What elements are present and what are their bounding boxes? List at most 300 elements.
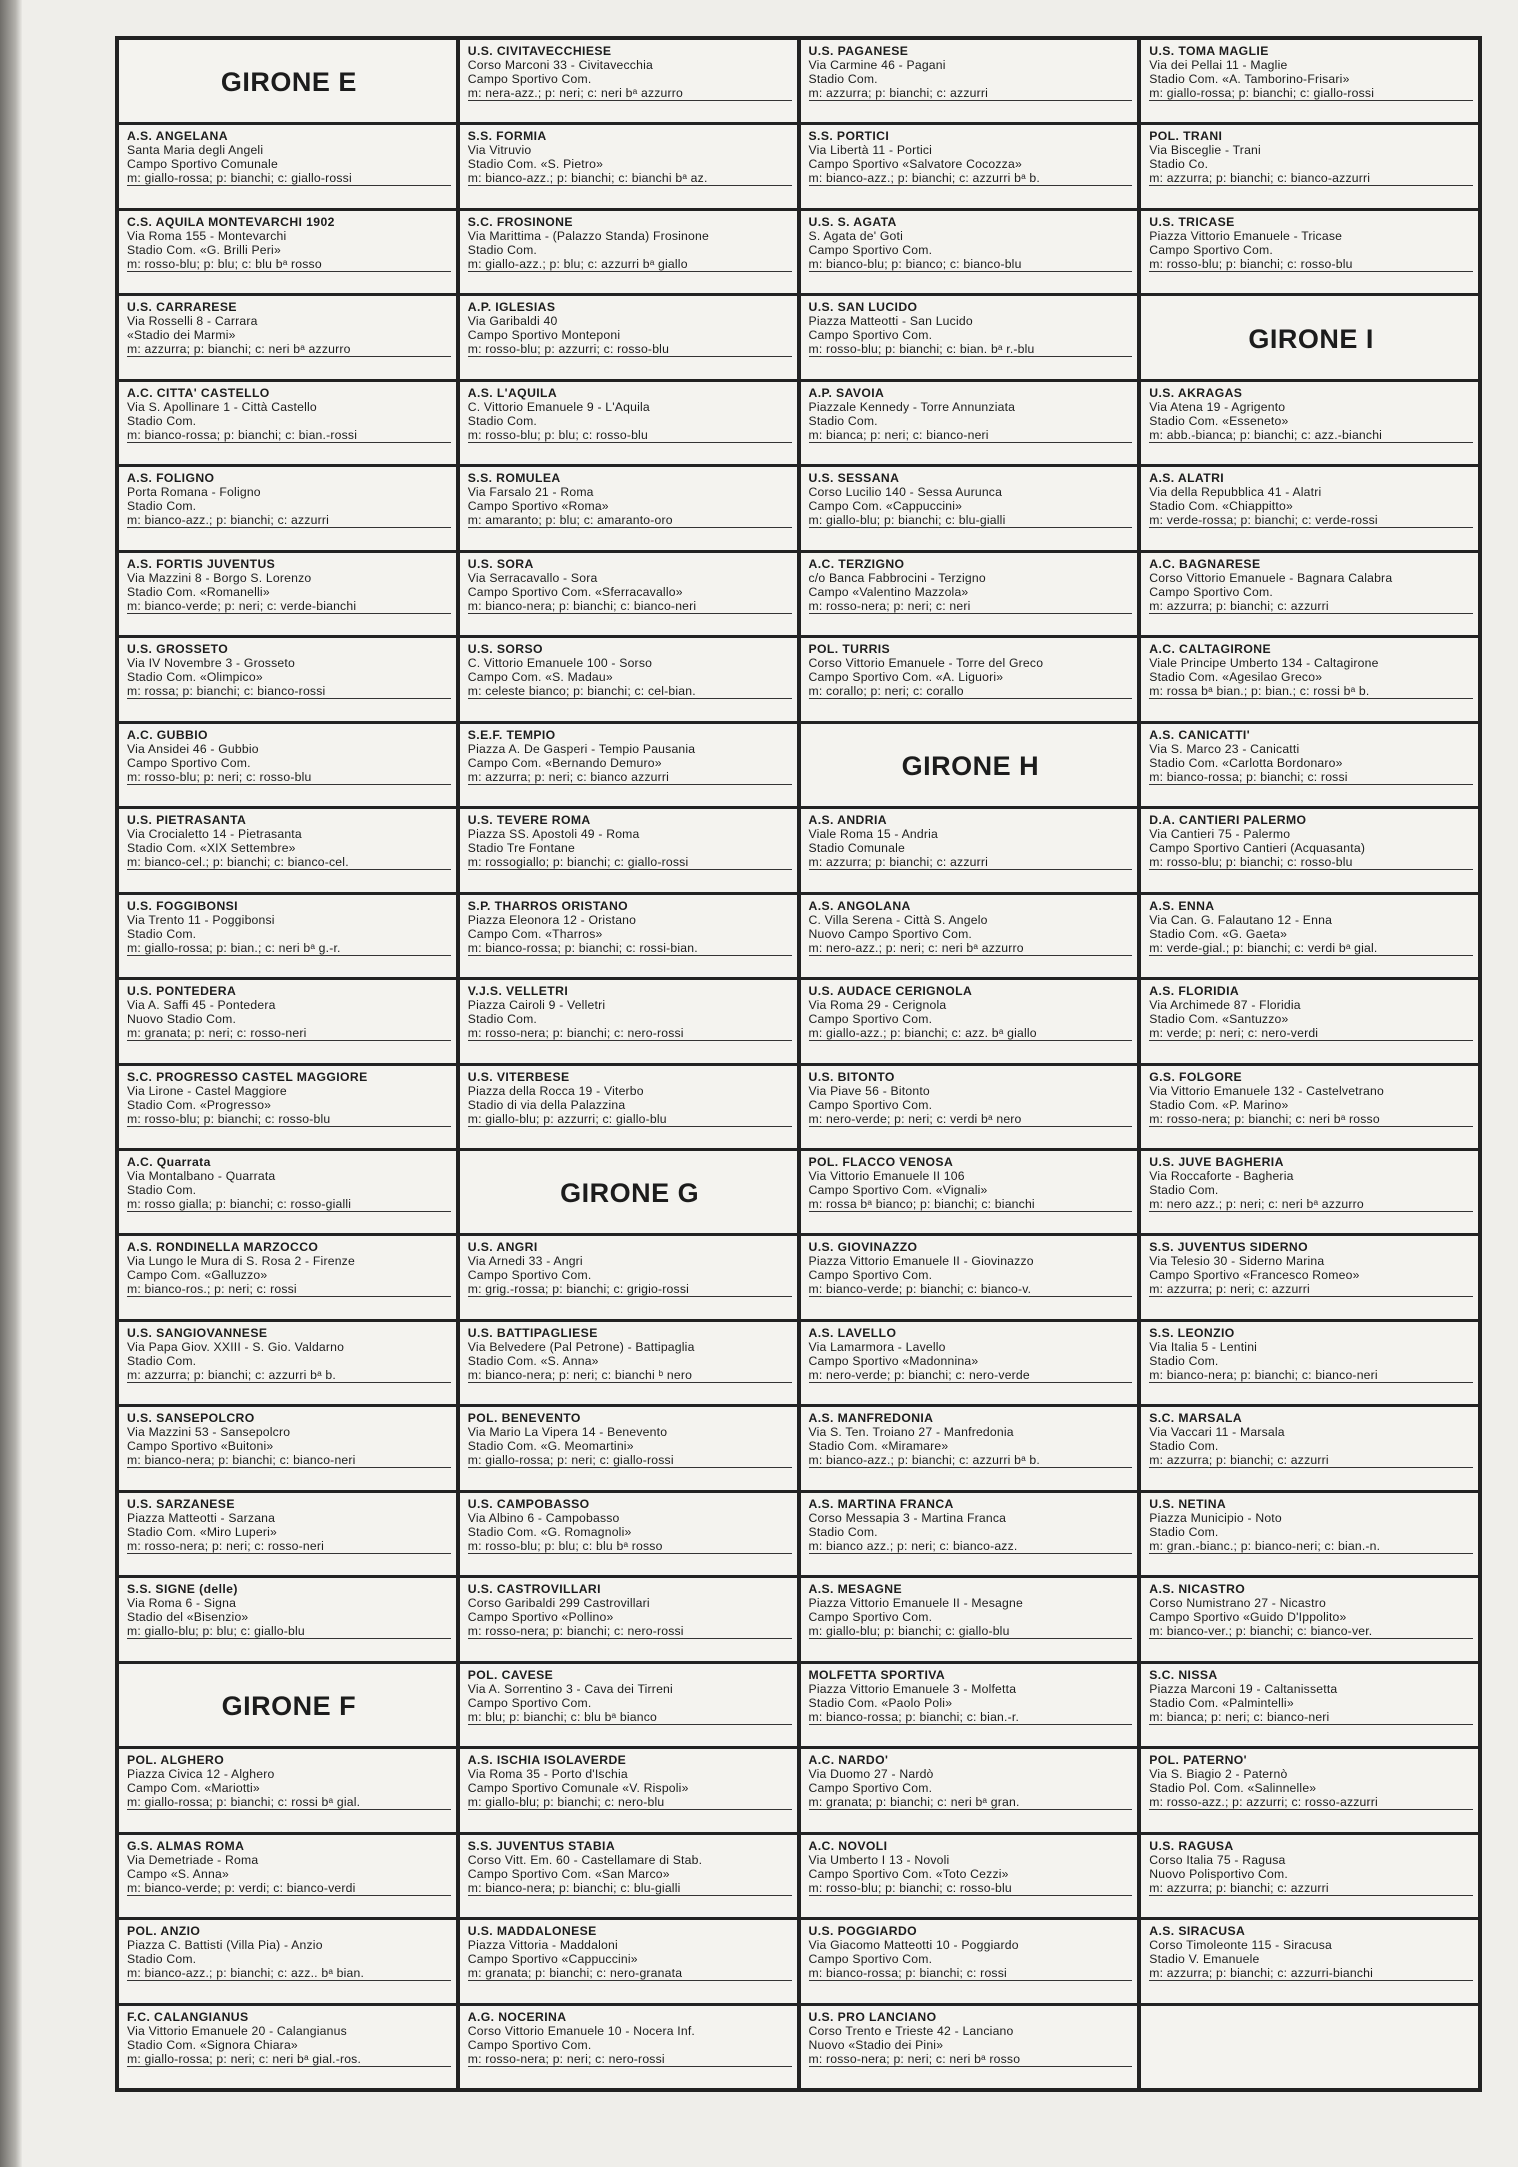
team-colors: m: giallo-blu; p: blu; c: giallo-blu bbox=[127, 1624, 451, 1639]
team-entry bbox=[801, 1066, 1138, 1148]
team-entry bbox=[1141, 1407, 1478, 1489]
team-entry bbox=[119, 296, 456, 378]
team-venue: Stadio Com. bbox=[127, 926, 197, 941]
team-address: Via Ansidei 46 - Gubbio bbox=[127, 741, 259, 756]
team-entry bbox=[1141, 1322, 1478, 1404]
team-address: Corso Vitt. Em. 60 - Castellamare di Stab. bbox=[467, 1852, 703, 1867]
team-colors: m: azzurra; p: bianchi; c: neri bᵃ azzurro bbox=[127, 342, 451, 357]
team-venue: Campo Sportivo Com. bbox=[808, 1097, 933, 1112]
team-entry bbox=[460, 1664, 797, 1746]
team-entry bbox=[460, 125, 797, 207]
team-address: Piazza Vittorio Emanuele - Tricase bbox=[1149, 228, 1343, 243]
team-colors: m: giallo-rossa; p: bianchi; c: giallo-rossi bbox=[1149, 86, 1473, 101]
team-venue: Stadio Com. «Chiappitto» bbox=[1149, 499, 1293, 514]
team-address: c/o Banca Fabbrocini - Terzigno bbox=[808, 570, 986, 585]
team-address: Corso Italia 75 - Ragusa bbox=[1149, 1852, 1286, 1867]
team-address: Corso Garibaldi 299 Castrovillari bbox=[467, 1596, 650, 1611]
team-entry bbox=[1141, 1066, 1478, 1148]
team-address: Via Papa Giov. XXIII - S. Gio. Valdarno bbox=[127, 1339, 345, 1354]
team-colors: m: celeste bianco; p: bianchi; c: cel-bian. bbox=[468, 684, 792, 699]
team-venue: Stadio Com. bbox=[1149, 1439, 1219, 1454]
team-name: A.S. ANGELANA bbox=[127, 129, 228, 144]
team-name: A.S. MESAGNE bbox=[808, 1582, 903, 1597]
team-colors: m: bianco-azz.; p: bianchi; c: azz.. bᵃ bian. bbox=[127, 1966, 451, 1981]
team-colors: m: bianco-rossa; p: bianchi; c: rossi bbox=[1149, 770, 1473, 785]
team-colors: m: bianco-azz.; p: bianchi; c: bianchi bᵃ az. bbox=[468, 171, 792, 186]
team-venue: Campo Sportivo «Francesco Romeo» bbox=[1149, 1268, 1360, 1283]
team-entry bbox=[460, 1493, 797, 1575]
team-colors: m: granata; p: bianchi; c: nero-granata bbox=[468, 1966, 792, 1981]
team-venue: Campo Sportivo Monteponi bbox=[467, 328, 621, 343]
team-address: Corso Lucilio 140 - Sessa Aurunca bbox=[808, 485, 1003, 500]
team-name: U.S. TOMA MAGLIE bbox=[1149, 44, 1269, 58]
team-entry bbox=[1141, 1664, 1478, 1746]
team-venue: Stadio Com. bbox=[127, 1182, 197, 1197]
team-colors: m: rosso-blu; p: blu; c: rosso-blu bbox=[468, 428, 792, 443]
team-venue: Stadio Com. «G. Gaeta» bbox=[1149, 926, 1288, 941]
team-address: Via Italia 5 - Lentini bbox=[1149, 1339, 1258, 1354]
team-address: Piazza A. De Gasperi - Tempio Pausania bbox=[467, 741, 696, 756]
team-name: F.C. CALANGIANUS bbox=[127, 2009, 249, 2024]
team-name: U.S. S. AGATA bbox=[808, 214, 897, 229]
team-entry bbox=[801, 1236, 1138, 1318]
team-address: Via S. Apollinare 1 - Città Castello bbox=[127, 399, 317, 414]
team-venue: Stadio Com. «Olimpico» bbox=[127, 670, 263, 685]
team-colors: m: rosso-nera; p: neri; c: rosso-neri bbox=[127, 1539, 451, 1554]
team-entry bbox=[460, 1066, 797, 1148]
team-entry bbox=[460, 1749, 797, 1831]
team-colors: m: rosso-nera; p: bianchi; c: neri bᵃ rosso bbox=[1149, 1112, 1473, 1127]
team-name: S.C. NISSA bbox=[1149, 1667, 1218, 1682]
team-venue: Campo Sportivo Com. bbox=[1149, 584, 1273, 599]
team-address: Piazza Vittorio Emanuele II - Mesagne bbox=[808, 1596, 1023, 1611]
team-colors: m: azzurra; p: bianchi; c: bianco-azzurri bbox=[1149, 171, 1473, 186]
team-name: S.S. JUVENTUS STABIA bbox=[467, 1838, 616, 1853]
team-address: C. Villa Serena - Città S. Angelo bbox=[808, 912, 988, 927]
team-address: Corso Marconi 33 - Civitavecchia bbox=[467, 58, 653, 72]
team-entry bbox=[1141, 1920, 1478, 2002]
team-name: U.S. VITERBESE bbox=[467, 1069, 570, 1084]
team-address: Via Telesio 30 - Siderno Marina bbox=[1149, 1254, 1325, 1269]
team-venue: Stadio Com. «Santuzzo» bbox=[1149, 1012, 1289, 1027]
team-name: A.S. MARTINA FRANCA bbox=[808, 1496, 954, 1511]
team-address: Via Lirone - Castel Maggiore bbox=[127, 1083, 287, 1098]
team-address: Piazza Vittorio Emanuele 3 - Molfetta bbox=[808, 1681, 1017, 1696]
team-address: Via A. Saffi 45 - Pontedera bbox=[127, 998, 276, 1013]
team-address: Piazza Municipio - Noto bbox=[1149, 1510, 1282, 1525]
team-address: Piazza Vittoria - Maddaloni bbox=[467, 1938, 618, 1953]
team-venue: Nuovo «Stadio dei Pini» bbox=[808, 2037, 944, 2052]
team-entry bbox=[1141, 638, 1478, 720]
team-venue: Campo Sportivo Com. bbox=[1149, 242, 1273, 257]
team-entry bbox=[1141, 980, 1478, 1062]
team-venue: Stadio Com. bbox=[1149, 1524, 1219, 1539]
team-address: Corso Trento e Trieste 42 - Lanciano bbox=[808, 2023, 1014, 2038]
team-name: U.S. SESSANA bbox=[808, 471, 900, 486]
team-address: Via Demetriade - Roma bbox=[127, 1852, 259, 1867]
team-name: V.J.S. VELLETRI bbox=[467, 984, 569, 999]
team-name: U.S. SANSEPOLCRO bbox=[127, 1411, 255, 1426]
team-entry bbox=[119, 1066, 456, 1148]
team-address: C. Vittorio Emanuele 9 - L'Aquila bbox=[467, 399, 650, 414]
team-venue: «Stadio dei Marmi» bbox=[127, 328, 236, 343]
team-name: U.S. PIETRASANTA bbox=[127, 813, 247, 828]
team-directory-grid bbox=[115, 36, 1482, 2092]
team-entry bbox=[801, 638, 1138, 720]
team-venue: Campo Sportivo Com. bbox=[467, 72, 592, 86]
team-name: S.S. FORMIA bbox=[467, 129, 547, 144]
team-entry bbox=[119, 1493, 456, 1575]
team-colors: m: verde-gial.; p: bianchi; c: verdi bᵃ gial. bbox=[1149, 941, 1473, 956]
team-address: Via Duomo 27 - Nardò bbox=[808, 1767, 934, 1782]
team-name: A.C. TERZIGNO bbox=[808, 556, 905, 571]
column-2 bbox=[460, 40, 797, 2088]
team-venue: Stadio Com. «Esseneto» bbox=[1149, 413, 1289, 428]
team-name: U.S. CIVITAVECCHIESE bbox=[467, 44, 612, 58]
team-entry bbox=[1141, 382, 1478, 464]
team-name: A.S. L'AQUILA bbox=[467, 385, 558, 400]
team-entry bbox=[801, 1664, 1138, 1746]
team-colors: m: rosso-blu; p: neri; c: rosso-blu bbox=[127, 770, 451, 785]
team-name: C.S. AQUILA MONTEVARCHI 1902 bbox=[127, 214, 335, 229]
team-name: G.S. ALMAS ROMA bbox=[127, 1838, 245, 1853]
team-entry bbox=[119, 895, 456, 977]
team-venue: Nuovo Polisportivo Com. bbox=[1149, 1866, 1288, 1881]
team-address: Via dei Pellai 11 - Maglie bbox=[1149, 58, 1288, 72]
team-name: S.S. LEONZIO bbox=[1149, 1325, 1235, 1340]
team-name: U.S. CASTROVILLARI bbox=[467, 1582, 601, 1597]
team-entry bbox=[801, 296, 1138, 378]
team-name: A.S. FORTIS JUVENTUS bbox=[127, 556, 276, 571]
team-name: U.S. SAN LUCIDO bbox=[808, 300, 918, 315]
team-colors: m: nero-azz.; p: neri; c: neri bᵃ azzurro bbox=[809, 941, 1133, 956]
team-entry bbox=[460, 2006, 797, 2088]
team-entry bbox=[119, 809, 456, 891]
team-name: U.S. AUDACE CERIGNOLA bbox=[808, 984, 973, 999]
team-address: Corso Vittorio Emanuele - Torre del Greco bbox=[808, 656, 1044, 671]
team-address: Via Can. G. Falautano 12 - Enna bbox=[1149, 912, 1333, 927]
team-address: Via della Repubblica 41 - Alatri bbox=[1149, 485, 1322, 500]
team-address: Via Bisceglie - Trani bbox=[1149, 143, 1261, 158]
team-address: Via S. Biagio 2 - Paternò bbox=[1149, 1767, 1288, 1782]
team-colors: m: giallo-rossa; p: neri; c: neri bᵃ gial.-ros. bbox=[127, 2052, 451, 2067]
team-address: Via Farsalo 21 - Roma bbox=[467, 485, 594, 500]
team-venue: Stadio Com. bbox=[127, 499, 197, 514]
team-colors: m: bianco-rossa; p: bianchi; c: rossi bbox=[809, 1966, 1133, 1981]
team-colors: m: azzurra; p: neri; c: bianco azzurri bbox=[468, 770, 792, 785]
team-name: S.C. MARSALA bbox=[1149, 1411, 1243, 1426]
team-colors: m: rosso-nera; p: neri; c: nero-rossi bbox=[468, 2052, 792, 2067]
team-venue: Campo Sportivo «Salvatore Cocozza» bbox=[808, 157, 1022, 172]
team-venue: Campo Sportivo Com. bbox=[808, 1952, 933, 1967]
team-name: U.S. CARRARESE bbox=[127, 300, 237, 315]
team-entry bbox=[460, 724, 797, 806]
team-address: Via IV Novembre 3 - Grosseto bbox=[127, 656, 295, 671]
team-name: U.S. GROSSETO bbox=[127, 642, 229, 657]
team-entry bbox=[119, 1749, 456, 1831]
team-entry bbox=[1141, 467, 1478, 549]
team-name: U.S. PRO LANCIANO bbox=[808, 2009, 937, 2024]
team-colors: m: bianco-azz.; p: bianchi; c: azzurri bᵃ b. bbox=[809, 1453, 1133, 1468]
team-entry bbox=[1141, 809, 1478, 891]
team-name: G.S. FOLGORE bbox=[1149, 1069, 1243, 1084]
team-name: A.G. NOCERINA bbox=[467, 2009, 567, 2024]
team-venue: Stadio Tre Fontane bbox=[467, 841, 576, 856]
team-address: Via S. Marco 23 - Canicatti bbox=[1149, 741, 1300, 756]
team-colors: m: rosso-azz.; p: azzurri; c: rosso-azzurri bbox=[1149, 1795, 1473, 1810]
team-entry bbox=[119, 382, 456, 464]
team-venue: Stadio Com. «Progresso» bbox=[127, 1097, 272, 1112]
team-entry bbox=[1141, 40, 1478, 122]
team-name: S.C. FROSINONE bbox=[467, 214, 573, 229]
team-colors: m: rosso-blu; p: azzurri; c: rosso-blu bbox=[468, 342, 792, 357]
team-colors: m: bianco-azz.; p: bianchi; c: azzurri bbox=[127, 513, 451, 528]
team-name: S.S. SIGNE (delle) bbox=[127, 1582, 238, 1597]
team-entry bbox=[460, 1322, 797, 1404]
team-entry bbox=[460, 467, 797, 549]
team-colors: m: rosso-nera; p: bianchi; c: nero-rossi bbox=[468, 1624, 792, 1639]
team-venue: Campo «Valentino Mazzola» bbox=[808, 584, 969, 599]
team-venue: Stadio Com. «S. Pietro» bbox=[467, 157, 604, 172]
team-address: Piazza Civica 12 - Alghero bbox=[127, 1767, 275, 1782]
team-name: U.S. NETINA bbox=[1149, 1496, 1227, 1511]
team-colors: m: rosso-blu; p: blu; c: blu bᵃ rosso bbox=[127, 257, 451, 272]
team-colors: m: nero-verde; p: neri; c: verdi bᵃ nero bbox=[809, 1112, 1133, 1127]
team-entry bbox=[801, 1749, 1138, 1831]
team-venue: Campo Sportivo «Buitoni» bbox=[127, 1439, 274, 1454]
team-name: A.S. ANGOLANA bbox=[808, 898, 911, 913]
team-venue: Stadio Com. «Miramare» bbox=[808, 1439, 949, 1454]
team-venue: Campo Com. «Cappuccini» bbox=[808, 499, 963, 514]
team-address: Corso Numistrano 27 - Nicastro bbox=[1149, 1596, 1326, 1611]
team-name: A.S. ALATRI bbox=[1149, 471, 1225, 486]
team-venue: Stadio Com. bbox=[467, 413, 538, 428]
team-colors: m: rosso-blu; p: bianchi; c: bian. bᵃ r.-blu bbox=[809, 342, 1133, 357]
team-colors: m: giallo-blu; p: bianchi; c: nero-blu bbox=[468, 1795, 792, 1810]
team-venue: Campo Com. «Mariotti» bbox=[127, 1781, 260, 1796]
team-entry bbox=[801, 1578, 1138, 1660]
team-venue: Campo Sportivo «Guido D'Ippolito» bbox=[1149, 1610, 1347, 1625]
team-colors: m: rosso-blu; p: bianchi; c: rosso-blu bbox=[127, 1112, 451, 1127]
team-name: S.E.F. TEMPIO bbox=[467, 727, 556, 742]
team-name: A.S. MANFREDONIA bbox=[808, 1411, 934, 1426]
team-address: Corso Timoleonte 115 - Siracusa bbox=[1149, 1938, 1333, 1953]
team-address: Piazza Vittorio Emanuele II - Giovinazzo bbox=[808, 1254, 1034, 1269]
team-address: Via Archimede 87 - Floridia bbox=[1149, 998, 1301, 1013]
team-venue: Stadio Com. «G. Romagnoli» bbox=[467, 1524, 632, 1539]
team-name: A.S. ENNA bbox=[1149, 898, 1215, 913]
team-colors: m: bianco-blu; p: bianco; c: bianco-blu bbox=[809, 257, 1133, 272]
team-entry bbox=[119, 638, 456, 720]
team-name: A.C. CITTA' CASTELLO bbox=[127, 385, 270, 400]
team-entry bbox=[119, 2006, 456, 2088]
team-venue: Campo Sportivo Comunale bbox=[127, 157, 278, 172]
team-entry bbox=[460, 809, 797, 891]
team-colors: m: rosso-blu; p: blu; c: blu bᵃ rosso bbox=[468, 1539, 792, 1554]
team-entry bbox=[801, 1407, 1138, 1489]
team-colors: m: rosso-blu; p: bianchi; c: rosso-blu bbox=[1149, 855, 1473, 870]
team-name: U.S. POGGIARDO bbox=[808, 1924, 918, 1939]
team-entry bbox=[801, 382, 1138, 464]
team-colors: m: rosso-blu; p: bianchi; c: rosso-blu bbox=[1149, 257, 1473, 272]
team-name: S.S. PORTICI bbox=[808, 129, 890, 144]
team-venue: Stadio Com. «S. Anna» bbox=[467, 1353, 599, 1368]
team-colors: m: rossa bᵃ bian.; p: bian.; c: rossi bᵃ b. bbox=[1149, 684, 1473, 699]
team-name: A.S. ISCHIA ISOLAVERDE bbox=[467, 1753, 627, 1768]
team-entry bbox=[801, 980, 1138, 1062]
team-address: Piazza C. Battisti (Villa Pia) - Anzio bbox=[127, 1938, 323, 1953]
team-colors: m: giallo-blu; p: azzurri; c: giallo-blu bbox=[468, 1112, 792, 1127]
team-name: U.S. SANGIOVANNESE bbox=[127, 1325, 268, 1340]
team-colors: m: granata; p: bianchi; c: neri bᵃ gran. bbox=[809, 1795, 1133, 1810]
team-entry bbox=[1141, 553, 1478, 635]
column-4 bbox=[1141, 40, 1478, 2088]
team-entry bbox=[119, 1407, 456, 1489]
team-address: Via Mazzini 8 - Borgo S. Lorenzo bbox=[127, 570, 312, 585]
team-colors: m: giallo-azz.; p: bianchi; c: azz. bᵃ giallo bbox=[809, 1026, 1133, 1041]
team-colors: m: azzurra; p: bianchi; c: azzurri bᵃ b. bbox=[127, 1368, 451, 1383]
team-entry bbox=[119, 1578, 456, 1660]
team-name: U.S. SORSO bbox=[467, 642, 543, 657]
team-venue: Campo Sportivo «Cappuccini» bbox=[467, 1952, 638, 1967]
team-colors: m: rossogiallo; p: bianchi; c: giallo-rossi bbox=[468, 855, 792, 870]
team-colors: m: bianco-rossa; p: bianchi; c: rossi-bian. bbox=[468, 941, 792, 956]
team-entry bbox=[119, 1920, 456, 2002]
team-colors: m: rosso-nera; p: neri; c: neri bbox=[809, 599, 1133, 614]
team-address: Via Vitruvio bbox=[467, 143, 532, 158]
team-venue: Stadio Com. «XIX Settembre» bbox=[127, 841, 296, 856]
team-name: U.S. FOGGIBONSI bbox=[127, 898, 238, 913]
team-entry bbox=[801, 1493, 1138, 1575]
team-venue: Stadio Comunale bbox=[808, 841, 905, 856]
team-colors: m: bianco-verde; p: neri; c: verde-bianchi bbox=[127, 599, 451, 614]
team-venue: Stadio Com. «Palmintelli» bbox=[1149, 1695, 1294, 1710]
team-colors: m: bianco-nera; p: neri; c: bianchi ᵇ nero bbox=[468, 1368, 792, 1383]
team-venue: Stadio Com. «Paolo Poli» bbox=[808, 1695, 953, 1710]
team-colors: m: bianco-azz.; p: bianchi; c: azzurri bᵃ b. bbox=[809, 171, 1133, 186]
team-name: U.S. JUVE BAGHERIA bbox=[1149, 1154, 1284, 1169]
team-address: Viale Principe Umberto 134 - Caltagirone bbox=[1149, 656, 1379, 671]
team-venue: Stadio Com. bbox=[127, 1952, 197, 1967]
team-venue: Campo Sportivo Com. «Toto Cezzi» bbox=[808, 1866, 1009, 1881]
team-venue: Campo Sportivo «Pollino» bbox=[467, 1610, 614, 1625]
team-name: POL. TURRIS bbox=[808, 642, 891, 657]
team-colors: m: bianco-nera; p: bianchi; c: bianco-neri bbox=[468, 599, 792, 614]
team-name: A.S. LAVELLO bbox=[808, 1325, 897, 1340]
team-venue: Stadio Com. bbox=[808, 72, 878, 86]
team-colors: m: rossa bᵃ bianco; p: bianchi; c: bianchi bbox=[809, 1197, 1133, 1212]
team-colors: m: giallo-rossa; p: neri; c: giallo-rossi bbox=[468, 1453, 792, 1468]
team-colors: m: azzurra; p: bianchi; c: azzurri bbox=[1149, 599, 1473, 614]
team-venue: Nuovo Stadio Com. bbox=[127, 1012, 237, 1027]
team-name: A.P. IGLESIAS bbox=[467, 300, 556, 315]
team-entry bbox=[1141, 1236, 1478, 1318]
team-address: Piazza Matteotti - San Lucido bbox=[808, 314, 973, 329]
team-name: S.S. ROMULEA bbox=[467, 471, 561, 486]
team-entry bbox=[460, 1920, 797, 2002]
team-venue: Stadio Com. bbox=[1149, 1353, 1219, 1368]
team-venue: Stadio Com. bbox=[127, 1353, 197, 1368]
team-entry bbox=[801, 553, 1138, 635]
team-venue: Stadio Com. «Romanelli» bbox=[127, 584, 270, 599]
team-venue: Campo Sportivo «Madonnina» bbox=[808, 1353, 979, 1368]
team-entry bbox=[460, 638, 797, 720]
team-entry bbox=[460, 211, 797, 293]
team-name: U.S. CAMPOBASSO bbox=[467, 1496, 590, 1511]
team-entry bbox=[460, 296, 797, 378]
team-name: A.S. CANICATTI' bbox=[1149, 727, 1250, 742]
team-colors: m: granata; p: neri; c: rosso-neri bbox=[127, 1026, 451, 1041]
team-address: Piazza Matteotti - Sarzana bbox=[127, 1510, 276, 1525]
team-colors: m: bianco-verde; p: bianchi; c: bianco-v. bbox=[809, 1282, 1133, 1297]
team-venue: Campo Sportivo Com. bbox=[808, 242, 933, 257]
team-address: Corso Vittorio Emanuele 10 - Nocera Inf. bbox=[467, 2023, 696, 2038]
team-venue: Campo «S. Anna» bbox=[127, 1866, 229, 1881]
team-entry bbox=[460, 980, 797, 1062]
column-1 bbox=[119, 40, 456, 2088]
team-colors: m: rossa; p: bianchi; c: bianco-rossi bbox=[127, 684, 451, 699]
team-colors: m: nero azz.; p: neri; c: neri bᵃ azzurro bbox=[1149, 1197, 1473, 1212]
team-venue: Campo Sportivo Com. bbox=[808, 1781, 933, 1796]
team-entry bbox=[460, 1578, 797, 1660]
team-entry bbox=[1141, 125, 1478, 207]
team-colors: m: bianco-verde; p: verdi; c: bianco-verdi bbox=[127, 1881, 451, 1896]
team-venue: Campo Sportivo Com. «San Marco» bbox=[467, 1866, 670, 1881]
team-address: Via Giacomo Matteotti 10 - Poggiardo bbox=[808, 1938, 1019, 1953]
team-address: Via Roma 6 - Signa bbox=[127, 1596, 237, 1611]
team-colors: m: bianco-ros.; p: neri; c: rossi bbox=[127, 1282, 451, 1297]
team-venue: Stadio Com. «A. Tamborino-Frisari» bbox=[1149, 72, 1350, 86]
team-name: U.S. BITONTO bbox=[808, 1069, 895, 1084]
team-name: A.S. RONDINELLA MARZOCCO bbox=[127, 1240, 319, 1255]
girone-heading: GIRONE E bbox=[119, 40, 456, 122]
team-colors: m: bianco-nera; p: bianchi; c: blu-gialli bbox=[468, 1881, 792, 1896]
team-colors: m: azzurra; p: bianchi; c: azzurri bbox=[1149, 1881, 1473, 1896]
team-name: MOLFETTA SPORTIVA bbox=[808, 1667, 946, 1682]
team-venue: Campo Sportivo Com. «Vignali» bbox=[808, 1182, 988, 1197]
team-address: Via Rosselli 8 - Carrara bbox=[127, 314, 258, 329]
team-venue: Campo Sportivo Com. bbox=[808, 328, 933, 343]
team-entry bbox=[801, 809, 1138, 891]
team-entry bbox=[801, 467, 1138, 549]
team-entry bbox=[460, 1835, 797, 1917]
team-address: C. Vittorio Emanuele 100 - Sorso bbox=[467, 656, 653, 671]
team-address: Via Umberto I 13 - Novoli bbox=[808, 1852, 950, 1867]
team-venue: Campo Sportivo Comunale «V. Rispoli» bbox=[467, 1781, 689, 1796]
team-colors: m: amaranto; p: blu; c: amaranto-oro bbox=[468, 513, 792, 528]
team-colors: m: giallo-azz.; p: blu; c: azzurri bᵃ giallo bbox=[468, 257, 792, 272]
team-name: U.S. PONTEDERA bbox=[127, 984, 237, 999]
team-colors: m: bianco-rossa; p: bianchi; c: bian.-rossi bbox=[127, 428, 451, 443]
team-address: Piazza SS. Apostoli 49 - Roma bbox=[467, 827, 640, 842]
team-address: Via Cantieri 75 - Palermo bbox=[1149, 827, 1291, 842]
team-entry bbox=[1141, 211, 1478, 293]
team-address: Via Belvedere (Pal Petrone) - Battipaglia bbox=[467, 1339, 695, 1354]
team-address: Corso Messapia 3 - Martina Franca bbox=[808, 1510, 1007, 1525]
team-name: A.S. FLORIDIA bbox=[1149, 984, 1240, 999]
team-name: A.S. SIRACUSA bbox=[1149, 1924, 1246, 1939]
team-address: Via S. Ten. Troiano 27 - Manfredonia bbox=[808, 1425, 1014, 1440]
team-entry bbox=[119, 1236, 456, 1318]
team-venue: Stadio Com. «Signora Chiara» bbox=[127, 2037, 298, 2052]
team-name: A.C. NARDO' bbox=[808, 1753, 889, 1768]
team-name: POL. BENEVENTO bbox=[467, 1411, 581, 1426]
team-colors: m: giallo-rossa; p: bianchi; c: giallo-rossi bbox=[127, 171, 451, 186]
team-colors: m: rosso gialla; p: bianchi; c: rosso-gialli bbox=[127, 1197, 451, 1212]
team-entry bbox=[119, 1322, 456, 1404]
team-name: U.S. PAGANESE bbox=[808, 44, 909, 58]
team-address: Via Crocialetto 14 - Pietrasanta bbox=[127, 827, 302, 842]
